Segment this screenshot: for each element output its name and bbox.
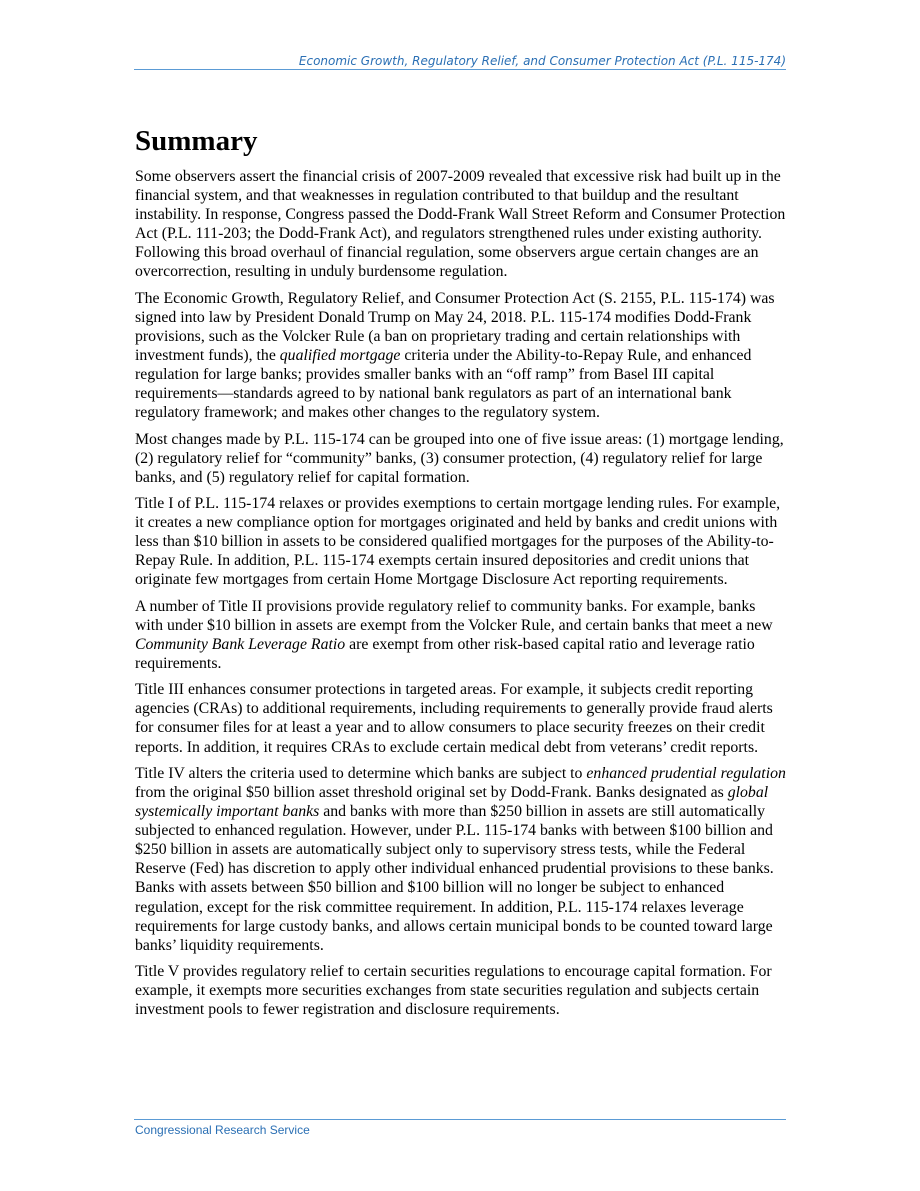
paragraph-5-text-b: are exempt from other risk-based capital ratio and leverage ratio requirements. xyxy=(135,635,755,672)
paragraph-2-emphasis: qualified mortgage xyxy=(279,347,401,365)
paragraph-5-emphasis: Community Bank Leverage Ratio xyxy=(135,635,346,653)
paragraph-4: Title I of P.L. 115-174 relaxes or provides exemptions to certain mortgage lending rules. For example, it creates a new compliance option for mortgages originated and held by banks and credit unions with less than $10 billion in assets to be considered qualified mortgages for the purposes of the Ability-to-Repay Rule. In addition, P.L. 115-174 exempts certain insured depositories and credit unions that originate few mortgages from certain Home Mortgage Disclosure Act reporting requirements. xyxy=(135,495,781,589)
paragraph-7-emphasis-1: enhanced prudential regulation xyxy=(586,764,786,782)
paragraph-8: Title V provides regulatory relief to certain securities regulations to encourage capital formation. For example, it exempts more securities exchanges from state securities regulation and subjects certain investment pools to fewer registration and disclosure requirements. xyxy=(135,962,772,1019)
paragraph-7-emphasis-2: global systemically important banks xyxy=(135,783,769,821)
paragraph-5 xyxy=(135,597,787,673)
paragraph-6: Title III enhances consumer protections in targeted areas. For example, it subjects credit reporting agencies (CRAs) to additional requirements, including requirements to generally provide fraud alerts for consumer files for at least a year and to allow consumers to place security freezes on their credit reports. In addition, it requires CRAs to exclude certain medical debt from veterans’ credit reports. xyxy=(135,681,773,756)
summary-section xyxy=(135,123,787,1026)
running-header-title: Economic Growth, Regulatory Relief, and Consumer Protection Act (P.L. 115-174) xyxy=(298,54,786,68)
paragraph-2-text-b: criteria under the Ability-to-Repay Rule, and enhanced regulation for large banks; provides smaller banks with an “off ramp” from Basel III capital requirements—standards agreed to by national bank regulators as part of an international bank regulatory framework; and makes other changes to the regulatory system. xyxy=(135,347,752,422)
paragraph-3: Most changes made by P.L. 115-174 can be grouped into one of five issue areas: (1) mortgage lending, (2) regulatory relief for “community” banks, (3) consumer protection, (4) regulatory relief for large banks, and (5) regulatory relief for capital formation. xyxy=(135,430,784,486)
paragraph-7-text-c: and banks with more than $250 billion in assets are still automatically subjected to enhanced regulation. However, under P.L. 115-174 banks with between $100 billion and $250 billion in assets are automatically subject only to supervisory stress tests, while the Federal Reserve (Fed) has discretion to apply other individual enhanced prudential provisions to these banks. Banks with assets between $50 billion and $100 billion will no longer be subject to enhanced regulation, except for the risk committee requirement. In addition, P.L. 115-174 relaxes leverage requirements for large custody banks, and allows certain municipal bonds to be counted toward large banks’ liquidity requirements. xyxy=(135,803,774,954)
page-title: Summary xyxy=(135,125,258,157)
header-divider xyxy=(134,69,786,70)
paragraph-2-text-a: The Economic Growth, Regulatory Relief, and Consumer Protection Act (S. 2155, P.L. 115-174) was signed into law by President Donald Trump on May 24, 2018. P.L. 115-174 modifies Dodd-Frank provisions, such as the Volcker Rule (a ban on proprietary trading and certain relationships with investment funds), the xyxy=(135,289,775,365)
footer-divider xyxy=(134,1119,786,1120)
paragraph-7-text-b: from the original $50 billion asset threshold original set by Dodd-Frank. Banks designated as xyxy=(135,783,728,801)
footer-organization: Congressional Research Service xyxy=(135,1123,310,1137)
paragraph-7-text-a: Title IV alters the criteria used to determine which banks are subject to xyxy=(135,764,587,782)
paragraph-2 xyxy=(135,289,787,423)
paragraph-7 xyxy=(135,764,787,955)
paragraph-5-text-a: A number of Title II provisions provide regulatory relief to community banks. For example, banks with under $10 billion in assets are exempt from the Volcker Rule, and certain banks that meet a new xyxy=(135,597,773,634)
paragraph-1: Some observers assert the financial crisis of 2007-2009 revealed that excessive risk had built up in the financial system, and that weaknesses in regulation contributed to that buildup and the resultant instability. In response, Congress passed the Dodd-Frank Wall Street Reform and Consumer Protection Act (P.L. 111-203; the Dodd-Frank Act), and regulators strengthened rules under existing authority. Following this broad overhaul of financial regulation, some observers argue certain changes are an overcorrection, resulting in unduly burdensome regulation. xyxy=(135,168,786,281)
